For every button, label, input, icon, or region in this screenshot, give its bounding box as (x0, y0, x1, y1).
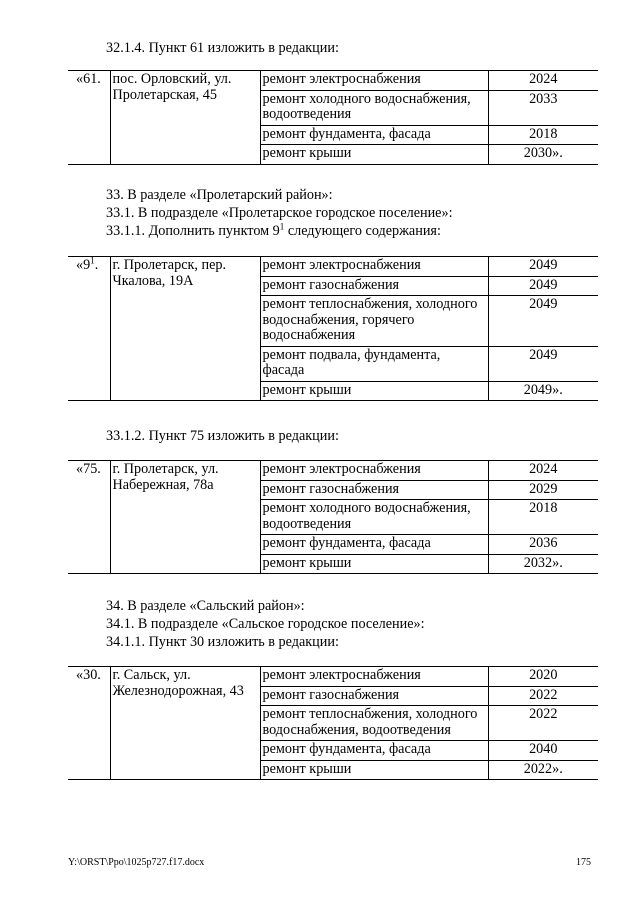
item-address: пос. Орловский, ул. Пролетарская, 45 (110, 71, 260, 165)
paragraph-34: 34. В разделе «Сальский район»: (106, 598, 305, 614)
work-year: 2049 (488, 346, 598, 381)
work-type: ремонт подвала, фундамента, фасада (260, 346, 488, 381)
table-item-30 (68, 666, 598, 780)
item-number: «75. (68, 461, 110, 574)
work-year: 2036 (488, 535, 598, 555)
paragraph-33-1-1 (106, 223, 441, 239)
work-year: 2018 (488, 500, 598, 535)
work-type: ремонт газоснабжения (260, 480, 488, 500)
work-type: ремонт газоснабжения (260, 686, 488, 706)
table-item-75 (68, 460, 598, 574)
paragraph-34-1-1: 34.1.1. Пункт 30 изложить в редакции: (106, 634, 339, 650)
work-type: ремонт фундамента, фасада (260, 125, 488, 145)
item-address: г. Пролетарск, ул. Набережная, 78а (110, 461, 260, 574)
work-type: ремонт электроснабжения (260, 667, 488, 687)
item-number: «61. (68, 71, 110, 165)
work-year: 2018 (488, 125, 598, 145)
paragraph-33-1: 33.1. В подразделе «Пролетарское городское поселение»: (106, 205, 453, 221)
work-year: 2022 (488, 686, 598, 706)
work-year: 2049 (488, 257, 598, 277)
work-type: ремонт фундамента, фасада (260, 741, 488, 761)
work-type: ремонт теплоснабжения, холодного водоснабжения, водоотведения (260, 706, 488, 741)
work-year: 2049 (488, 296, 598, 347)
work-year: 2030». (488, 145, 598, 165)
work-year: 2049». (488, 381, 598, 401)
work-type: ремонт электроснабжения (260, 461, 488, 481)
work-year: 2024 (488, 461, 598, 481)
work-year: 2032». (488, 554, 598, 574)
item-address: г. Сальск, ул. Железнодорожная, 43 (110, 667, 260, 780)
paragraph-34-1: 34.1. В подразделе «Сальское городское поселение»: (106, 616, 425, 632)
work-type: ремонт электроснабжения (260, 71, 488, 91)
work-type: ремонт крыши (260, 760, 488, 780)
paragraph-text-part: следующего содержания: (284, 223, 441, 239)
work-type: ремонт крыши (260, 145, 488, 165)
footer-page-number: 175 (576, 857, 591, 868)
table-row (68, 71, 598, 91)
paragraph-text-part: 33.1.1. Дополнить пунктом 9 (106, 223, 280, 239)
item-number: «30. (68, 667, 110, 780)
paragraph-32-1-4: 32.1.4. Пункт 61 изложить в редакции: (106, 40, 339, 56)
work-year: 2022». (488, 760, 598, 780)
work-type: ремонт теплоснабжения, холодного водоснабжения, горячего водоснабжения (260, 296, 488, 347)
work-type: ремонт холодного водоснабжения, водоотведения (260, 500, 488, 535)
item-address: г. Пролетарск, пер. Чкалова, 19А (110, 257, 260, 401)
work-type: ремонт электроснабжения (260, 257, 488, 277)
table-item-61 (68, 70, 598, 165)
work-year: 2029 (488, 480, 598, 500)
item-number-dot: . (94, 257, 99, 273)
work-year: 2040 (488, 741, 598, 761)
work-year: 2024 (488, 71, 598, 91)
work-type: ремонт крыши (260, 554, 488, 574)
work-type: ремонт газоснабжения (260, 276, 488, 296)
work-year: 2049 (488, 276, 598, 296)
superscript: 1 (279, 221, 285, 232)
work-type: ремонт холодного водоснабжения, водоотведения (260, 90, 488, 125)
table-row (68, 461, 598, 481)
work-type: ремонт фундамента, фасада (260, 535, 488, 555)
table-row (68, 667, 598, 687)
footer-file-path: Y:\ORST\Ppo\1025p727.f17.docx (68, 857, 205, 868)
item-number (68, 257, 110, 401)
table-item-9-1 (68, 256, 598, 401)
superscript: 1 (90, 255, 95, 266)
table-row (68, 257, 598, 277)
item-number-text: «9 (76, 257, 91, 273)
work-year: 2022 (488, 706, 598, 741)
work-year: 2020 (488, 667, 598, 687)
paragraph-33: 33. В разделе «Пролетарский район»: (106, 187, 333, 203)
paragraph-33-1-2: 33.1.2. Пункт 75 изложить в редакции: (106, 428, 339, 444)
work-type: ремонт крыши (260, 381, 488, 401)
work-year: 2033 (488, 90, 598, 125)
